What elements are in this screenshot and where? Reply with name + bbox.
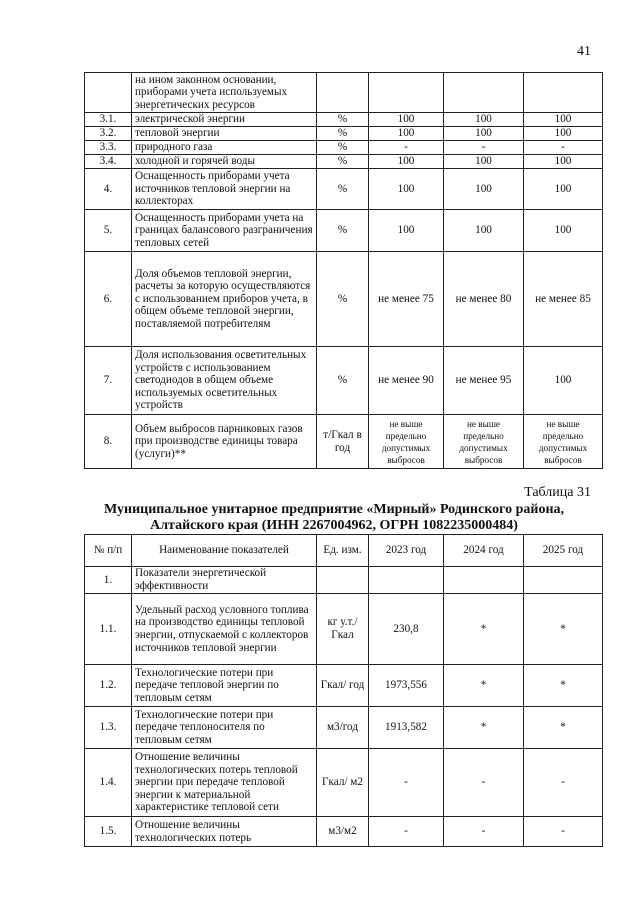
row-value-3: 100 [524,155,603,169]
row-number: 8. [85,415,132,469]
row-value-3: 100 [524,169,603,210]
row-value-2: не выше предельно допустимых выбросов [444,415,524,469]
row-value-2: 100 [444,127,524,141]
row-unit: % [317,347,369,415]
row-name: Объем выбросов парниковых газов при производстве единицы товара (услуги)** [132,415,317,469]
table-row [85,141,603,155]
row-value-1 [369,73,444,113]
page-number: 41 [577,44,591,59]
row-number: 1.3. [85,707,132,749]
row-name: Показатели энергетической эффективности [132,567,317,594]
row-unit: % [317,252,369,347]
row-value-3: - [524,141,603,155]
row-value-3: 100 [524,210,603,252]
row-unit [317,73,369,113]
row-value-2: 100 [444,169,524,210]
header-number: № п/п [85,535,132,567]
row-value-2023: - [369,749,444,817]
header-name: Наименование показателей [132,535,317,567]
header-year-2024: 2024 год [444,535,524,567]
row-value-2025: * [524,594,603,665]
row-number: 1.2. [85,665,132,707]
row-number: 1. [85,567,132,594]
row-value-1: не менее 75 [369,252,444,347]
row-unit: м3/год [317,707,369,749]
row-unit: Гкал/ м2 [317,749,369,817]
row-value-1: 100 [369,155,444,169]
row-value-2: 100 [444,113,524,127]
table-row [85,252,603,347]
row-name: электрической энергии [132,113,317,127]
row-name: природного газа [132,141,317,155]
row-number [85,73,132,113]
header-year-2023: 2023 год [369,535,444,567]
row-value-2024: - [444,749,524,817]
row-value-2: - [444,141,524,155]
row-name: на ином законном основании, приборами учета используемых энергетических ресурсов [132,73,317,113]
row-value-2025: * [524,665,603,707]
row-value-2024: * [444,594,524,665]
table-row [85,73,603,113]
table-row [85,707,603,749]
row-unit: % [317,210,369,252]
row-value-2023: 1973,556 [369,665,444,707]
row-name: Доля использования осветительных устройств с использованием светодиодов в общем объеме используемых осветительных устройств [132,347,317,415]
row-value-1: не выше предельно допустимых выбросов [369,415,444,469]
row-unit: % [317,141,369,155]
row-name: холодной и горячей воды [132,155,317,169]
row-value-3: не выше предельно допустимых выбросов [524,415,603,469]
row-value-2: не менее 80 [444,252,524,347]
row-name: Отношение величины технологических потерь тепловой энергии при передаче тепловой энергии к материальной характеристике тепловой сети [132,749,317,817]
row-name: Технологические потери при передаче теплоносителя по тепловым сетям [132,707,317,749]
row-unit: % [317,155,369,169]
row-unit: % [317,127,369,141]
row-name: Удельный расход условного топлива на производство единицы тепловой энергии, отпускаемой с коллекторов источников тепловой энергии [132,594,317,665]
table-row [85,749,603,817]
table-row [85,210,603,252]
table-row [85,594,603,665]
row-value-1: 100 [369,113,444,127]
header-year-2025: 2025 год [524,535,603,567]
table-row [85,347,603,415]
row-name: Отношение величины технологических потерь [132,817,317,847]
table-row [85,127,603,141]
row-number: 3.3. [85,141,132,155]
row-unit: % [317,169,369,210]
row-name: тепловой энергии [132,127,317,141]
row-value-2: 100 [444,210,524,252]
row-value-2023: - [369,817,444,847]
table-row [85,113,603,127]
row-unit: т/Гкал в год [317,415,369,469]
row-value-2024: * [444,665,524,707]
row-value-1: 100 [369,127,444,141]
row-number: 1.4. [85,749,132,817]
row-name: Технологические потери при передаче тепловой энергии по тепловым сетям [132,665,317,707]
row-unit: м3/м2 [317,817,369,847]
row-unit: Гкал/ год [317,665,369,707]
row-value-1: - [369,141,444,155]
row-number: 7. [85,347,132,415]
row-value-1: не менее 90 [369,347,444,415]
row-value-3: 100 [524,113,603,127]
row-value-2: не менее 95 [444,347,524,415]
row-name: Оснащенность приборами учета источников тепловой энергии на коллекторах [132,169,317,210]
row-number: 1.1. [85,594,132,665]
row-number: 3.2. [85,127,132,141]
row-value-2025: - [524,817,603,847]
row-value-3: 100 [524,347,603,415]
row-value-2 [444,73,524,113]
row-value-2023 [369,567,444,594]
row-number: 3.4. [85,155,132,169]
row-name: Оснащенность приборами учета на границах балансового разграничения тепловых сетей [132,210,317,252]
row-number: 5. [85,210,132,252]
row-value-3 [524,73,603,113]
table-row [85,169,603,210]
row-name: Доля объемов тепловой энергии, расчеты за которую осуществляются с использованием приборов учета, в общем объеме тепловой энергии, поставляемой потребителям [132,252,317,347]
table-caption: Таблица 31 [524,485,591,500]
row-value-2025: * [524,707,603,749]
table-energy-metering [84,72,603,469]
table-title: Муниципальное унитарное предприятие «Мирный» Родинского района, Алтайского края (ИНН 2267004962, ОГРН 1082235000484) [103,502,565,533]
row-unit [317,567,369,594]
row-value-1: 100 [369,169,444,210]
row-value-2023: 230,8 [369,594,444,665]
row-unit: % [317,113,369,127]
table-header-row [85,535,603,567]
row-value-3: не менее 85 [524,252,603,347]
table-row [85,665,603,707]
row-value-2023: 1913,582 [369,707,444,749]
table-row [85,817,603,847]
row-number: 6. [85,252,132,347]
row-number: 4. [85,169,132,210]
table-energy-efficiency [84,534,603,847]
table-row [85,155,603,169]
row-value-2025 [524,567,603,594]
row-value-3: 100 [524,127,603,141]
row-number: 1.5. [85,817,132,847]
row-value-1: 100 [369,210,444,252]
table-row [85,415,603,469]
row-value-2024: * [444,707,524,749]
row-value-2024 [444,567,524,594]
row-value-2025: - [524,749,603,817]
row-value-2024: - [444,817,524,847]
table-row [85,567,603,594]
header-unit: Ед. изм. [317,535,369,567]
row-number: 3.1. [85,113,132,127]
row-unit: кг у.т./ Гкал [317,594,369,665]
row-value-2: 100 [444,155,524,169]
